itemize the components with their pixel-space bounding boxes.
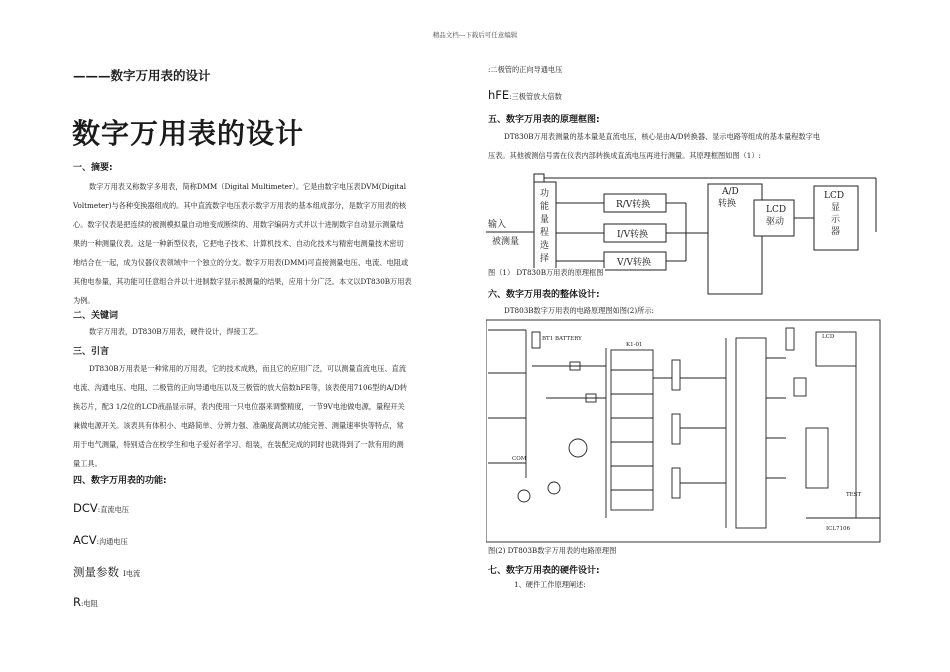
lcd-display-label: LCD: [824, 191, 845, 201]
selector-label: 程: [540, 228, 550, 238]
schematic-border: [486, 320, 880, 542]
resistor-symbol: [672, 468, 680, 498]
lcd-display-label: 示: [831, 215, 841, 225]
ic-label: ICL7106: [826, 526, 851, 532]
overall-line: DT803B数字万用表的电路原理图如图(2)所示:: [504, 306, 654, 315]
input-label: 被测量: [492, 237, 520, 247]
figure-2-caption: 图(2) DT803B数字万用表的电路原理图: [488, 546, 617, 555]
document-title: 数字万用表的设计: [72, 117, 305, 150]
transistor-symbol: [569, 439, 587, 457]
intro-line: 量工具。: [73, 459, 102, 468]
lcd-display-label: 器: [831, 227, 841, 237]
function-sep: I: [123, 569, 126, 578]
display-pinout: [806, 428, 828, 488]
abstract-line: 心。数字仪表是把连续的被测模拟量自动地变成断续的、用数字编码方式并以十进制数字自动显示测量结: [73, 220, 404, 229]
switch-label: K1-01: [626, 342, 643, 348]
principle-line: 压表。其他被测信号需在仪表内部转换成直流电压再进行测量。其原理框图如图（1）:: [488, 151, 761, 160]
function-key: R: [73, 595, 81, 609]
ic-icl7106: [736, 338, 766, 528]
com-label: COM: [512, 456, 527, 462]
range-switch-k1: [611, 350, 653, 510]
intro-line: 用于电气测量，特别适合在校学生和电子爱好者学习、组装，在装配完成的同时也就得到了一款有用的测: [73, 440, 404, 449]
figure-1-caption: 图（1） DT830B万用表的原理框图: [488, 268, 604, 277]
principle-heading: 五、数字万用表的原理框图:: [488, 115, 600, 125]
hfe-line: [488, 84, 562, 103]
test-label: TEST: [846, 492, 862, 498]
function-item-acv: [73, 529, 128, 548]
resistor-symbol: [672, 360, 680, 390]
intro-paragraph: [73, 359, 465, 473]
lcd-display-label: 显: [831, 203, 841, 213]
principle-paragraph: [488, 127, 888, 165]
function-desc: 电流: [125, 569, 141, 578]
resistor-symbol: [672, 414, 680, 444]
abstract-paragraph: [73, 177, 465, 310]
keywords-paragraph: [73, 322, 465, 341]
abstract-line: 为例。: [73, 296, 95, 305]
selector-label: 能: [540, 202, 550, 212]
abstract-heading: 一、摘要:: [73, 163, 113, 173]
iv-converter-label: I/V转换: [617, 230, 649, 240]
function-item-dcv: [73, 497, 129, 516]
function-desc: 沟通电压: [98, 537, 128, 546]
intro-heading: 三、引言: [73, 347, 110, 357]
function-key: ACV: [73, 533, 97, 547]
keywords-heading: 二、关键词: [73, 311, 119, 321]
hardware-subheading: 1、硬件工作原理阐述:: [514, 580, 586, 589]
adc-label: 转换: [718, 199, 737, 209]
capacitor-symbol: [794, 378, 806, 396]
diode-voltage-line: :二极管的正向导通电压: [488, 65, 563, 74]
connector-symbol: [518, 490, 530, 502]
selector-label: 量: [540, 215, 550, 225]
function-sep: :: [81, 599, 84, 608]
selector-label: 择: [540, 254, 550, 264]
function-sep: :: [97, 505, 101, 514]
circuit-schematic: [486, 318, 881, 544]
hfe-key: hFE: [488, 88, 510, 102]
keywords-line: 数字万用表，DT830B万用表，硬件设计，焊接工艺。: [89, 327, 263, 336]
lcd-label: LCD: [822, 334, 835, 340]
battery-label: BT1 BATTERY: [542, 336, 582, 342]
function-item-current: [73, 561, 140, 580]
intro-line: 兼做电源开关。该表具有体积小、电路简单、分辨力强、准确度高测试功能完善、测量速率快等特点，常: [73, 421, 404, 430]
document-subtitle: ———数字万用表的设计: [73, 68, 211, 83]
selector-label: 选: [540, 241, 550, 251]
function-heading: 四、数字万用表的功能:: [73, 476, 167, 486]
block-diagram: [486, 172, 886, 300]
selector-label: 功: [540, 189, 550, 199]
input-label: 输入: [488, 220, 507, 230]
abstract-line: 地结合在一起，成为仪器仪表领域中一个独立的分支。数字万用表(DMM)可直接测量电压、电流、电阻或: [73, 258, 409, 267]
function-desc: 电阻: [83, 599, 98, 608]
principle-line: DT830B万用表测量的基本量是直流电压，核心是由A/D转换器、显示电路等组成的基本量程数字电: [504, 132, 821, 141]
abstract-line: 其他电参量，其功能可任意组合并以十进制数字显示被测量的结果，应用十分广泛。本文以DT830B万用表: [73, 277, 412, 286]
intro-line: 电流、沟通电压、电阻、二极管的正向导通电压以及三极管的放大倍数hFE等，该表使用7106型的A/D转: [73, 383, 408, 392]
resistor-symbol: [786, 328, 794, 350]
overall-heading: 六、数字万用表的整体设计:: [488, 287, 602, 300]
function-key: DCV: [73, 501, 98, 515]
function-key: 测量参数: [73, 565, 119, 579]
page-header: 精品文档---下载后可任意编辑: [432, 31, 518, 39]
hfe-desc: :三极管放大倍数: [509, 92, 562, 101]
abstract-line: 果的一种测量仪表。这是一种新型仪表，它把电子技术、计算机技术、自动化技术与精密电测量技术密切: [73, 239, 404, 248]
rv-converter-label: R/V转换: [616, 200, 651, 210]
abstract-line: 数字万用表又称数字多用表，简称DMM（Digital Multimeter）。它是由数字电压表DVM(Digital: [89, 182, 407, 191]
intro-line: DT830B万用表是一种常用的万用表，它的技术成熟，而且它的应用广泛，可以测量直流电压、直流: [89, 364, 407, 373]
lcd-driver-label: 驱动: [766, 217, 785, 227]
abstract-line: Voltmeter)与各种变换器组成的。其中直流数字电压表示数字万用表的基本组成部分，是数字万用表的核: [73, 201, 407, 210]
intro-line: 换芯片，配3 1/2位的LCD液晶显示屏，表内使用一只电位器来调整精度，一节9V电池做电源，量程开关: [73, 402, 405, 411]
function-desc: 直流电压: [100, 505, 129, 514]
connector-symbol: [548, 482, 560, 494]
function-item-resistance: [73, 591, 98, 610]
lcd-driver-label: LCD: [766, 205, 787, 215]
hardware-heading: 七、数字万用表的硬件设计:: [488, 566, 600, 576]
battery-symbol: [532, 332, 540, 348]
function-sep: :: [96, 537, 99, 546]
vv-converter-label: V/V转换: [617, 258, 652, 268]
adc-label: A/D: [722, 187, 739, 197]
